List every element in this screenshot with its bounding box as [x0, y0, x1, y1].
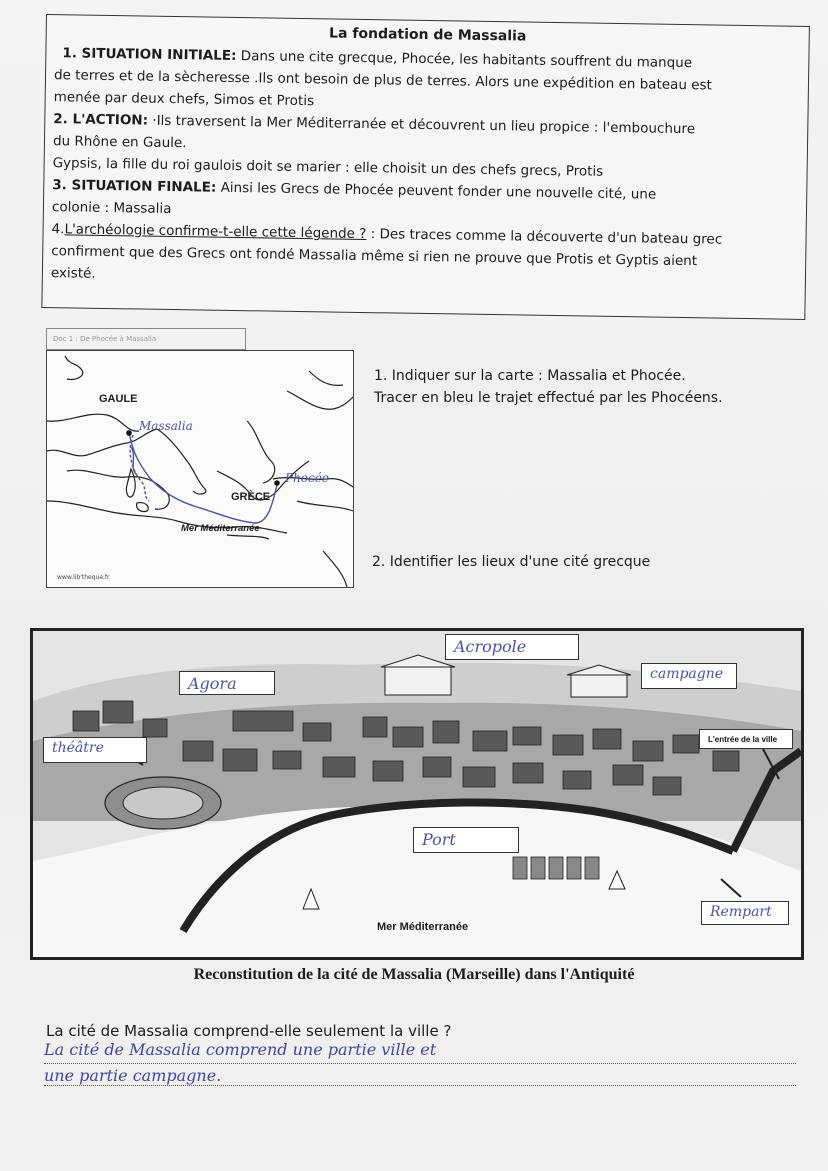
section-3-line-2: colonie : Massalia	[51, 199, 172, 217]
instruction-1-line-2: Tracer en bleu le trajet effectué par les Phocéens.	[374, 390, 723, 406]
section-4-line-1: 4.L'archéologie confirme-t-elle cette légende ? : Des traces comme la découverte d'un bateau grec	[51, 221, 723, 248]
label-agora: Agora	[179, 671, 275, 695]
section-1-line-3: menée par deux chefs, Simos et Protis	[53, 89, 315, 110]
section-2-line-2: du Rhône en Gaule.	[52, 133, 187, 152]
answer-line-2: une partie campagne.	[44, 1066, 222, 1085]
label-acropole: Acropole	[445, 634, 579, 660]
label-theatre: théâtre	[43, 737, 147, 763]
section-4-line-3: existé.	[50, 265, 96, 282]
instruction-2: 2. Identifier les lieux d'une cité grecque	[372, 554, 651, 570]
section-3-line-1: 3. SITUATION FINALE: Ainsi les Grecs de Phocée peuvent fonder une nouvelle cité, une	[52, 177, 657, 203]
label-entree-ville: L'entrée de la ville	[699, 729, 793, 749]
label-port: Port	[413, 827, 519, 853]
legend-text-box	[41, 14, 810, 320]
label-campagne: campagne	[641, 663, 737, 689]
map-drawing	[47, 351, 353, 587]
map-phocee-massalia	[46, 350, 354, 588]
section-4-line-2: confirment que des Grecs ont fondé Massalia même si rien ne prouve que Protis et Gyptis aient	[51, 243, 698, 270]
answer-dotted-line-1	[44, 1062, 796, 1064]
map-label-grece: GRÈCE	[231, 491, 271, 503]
map-handwritten-phocee: Phocée	[285, 471, 329, 485]
section-1-line-1: 1. SITUATION INITIALE: Dans une cite grecque, Phocée, les habitants souffrent du manque	[62, 45, 693, 72]
illustration-caption: Reconstitution de la cité de Massalia (Marseille) dans l'Antiquité	[193, 966, 635, 983]
map-label-gaule: GAULE	[99, 393, 138, 405]
city-illustration	[30, 628, 804, 960]
answer-line-1: La cité de Massalia comprend une partie ville et	[44, 1040, 437, 1059]
label-rempart: Rempart	[701, 901, 789, 925]
final-question: La cité de Massalia comprend-elle seulement la ville ?	[46, 1022, 452, 1040]
map-tab: Doc 1 : De Phocée à Massalia	[46, 328, 246, 350]
map-label-mer: Mer Méditerranée	[181, 523, 260, 534]
answer-dotted-line-2	[44, 1084, 796, 1086]
map-handwritten-massalia: Massalia	[139, 419, 193, 433]
instruction-1-line-1: 1. Indiquer sur la carte : Massalia et Phocée.	[374, 368, 686, 384]
section-1-line-2: de terres et de la sècheresse .Ils ont besoin de plus de terres. Alors une expédition en bateau est	[53, 67, 712, 94]
section-2-line-1: 2. L'ACTION: ·Ils traversent la Mer Méditerranée et découvrent un lieu propice : l'embouchure	[53, 111, 696, 138]
document-title: La fondation de Massalia	[328, 25, 527, 45]
illustration-sea-label: Mer Méditerranée	[377, 921, 469, 933]
section-2-line-3: Gypsis, la fille du roi gaulois doit se marier : elle choisit un des chefs grecs, Protis	[52, 155, 604, 180]
map-source: www.lib'theque.fr	[57, 574, 110, 581]
